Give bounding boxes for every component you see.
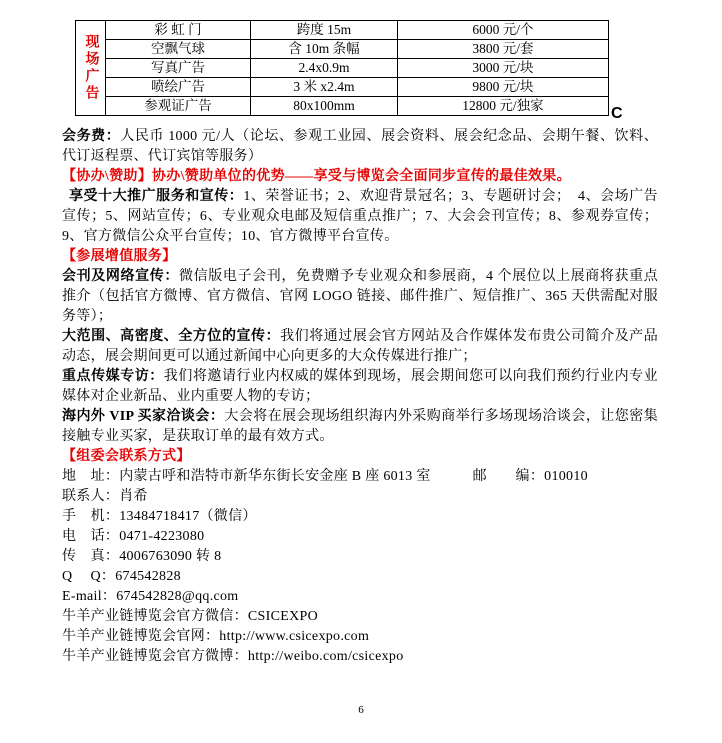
ad-spec-cell: 跨度 15m <box>251 21 398 40</box>
ad-item-cell: 参观证广告 <box>106 97 251 116</box>
sponsor-benefits-lead: 享受十大推广服务和宣传： <box>69 189 244 204</box>
contact-address: 地 址：内蒙古呼和浩特市新华东街长安金座 B 座 6013 室 <box>62 469 431 484</box>
contact-wechat-line: 牛羊产业链博览会官方微信：CSICEXPO <box>62 609 318 624</box>
ad-item-cell: 彩 虹 门 <box>106 21 251 40</box>
value-service-text: 我们将通过展会官方网站及合作媒体发布贵公司简介及产品动态，展会期间更可以通过新闻中心向更多的大众传媒进行推广； <box>62 329 658 364</box>
ad-item-cell: 写真广告 <box>106 59 251 78</box>
ad-price-cell: 9800 元/块 <box>398 78 609 97</box>
value-service-item <box>62 367 658 407</box>
contact-section-heading: 【组委会联系方式】 <box>62 449 191 464</box>
sponsor-section-heading: 【协办\赞助】协办\赞助单位的优势——享受与博览会全面同步宣传的最佳效果。 <box>62 169 571 184</box>
ad-spec-cell: 3 米 x2.4m <box>251 78 398 97</box>
sponsor-benefits-paragraph <box>62 187 658 247</box>
contact-website-line: 牛羊产业链博览会官网：http://www.csicexpo.com <box>62 629 370 644</box>
table-side-header-label: 现场广告 <box>83 34 99 102</box>
value-service-text: 微信版电子会刊，免费赠予专业观众和参展商，4 个展位以上展商将获重点推介（包括官方微博、官方微信、官网 LOGO 链接、邮件推广、短信推广、365 天供需配对服务等）； <box>62 269 658 324</box>
table-row <box>76 21 609 40</box>
onsite-ad-price-table <box>75 20 609 116</box>
ad-price-cell: 3000 元/块 <box>398 59 609 78</box>
ad-item-cell: 空飘气球 <box>106 40 251 59</box>
contact-email-line: E-mail：674542828@qq.com <box>62 589 239 604</box>
value-service-lead: 大范围、高密度、全方位的宣传： <box>62 329 281 344</box>
ad-price-cell: 3800 元/套 <box>398 40 609 59</box>
table-row <box>76 97 609 116</box>
document-body <box>62 127 658 667</box>
value-service-text: 我们将邀请行业内权威的媒体到现场，展会期间您可以向我们预约行业内专业媒体对企业新品、业内重要人物的专访； <box>62 369 658 404</box>
value-service-lead: 会刊及网络宣传： <box>62 269 179 284</box>
table-row <box>76 78 609 97</box>
value-service-lead: 重点传媒专访： <box>62 369 164 384</box>
contact-postal-code: 邮 编：010010 <box>472 469 588 484</box>
conference-fee-paragraph <box>62 127 658 167</box>
value-service-item <box>62 407 658 447</box>
ad-spec-cell: 2.4x0.9m <box>251 59 398 78</box>
contact-mobile-line: 手 机：13484718417（微信） <box>62 509 257 524</box>
sponsor-benefits-text: 1、荣誉证书；2、欢迎背景冠名；3、专题研讨会； 4、会场广告宣传；5、网站宣传；6、专业观众电邮及短信重点推广；7、大会会刊宣传；8、参观券宣传；9、官方微信公众平台宣传；10、官方微博平台宣传。 <box>62 189 658 244</box>
stray-letter-c: C <box>611 105 623 122</box>
ad-spec-cell: 含 10m 条幅 <box>251 40 398 59</box>
table-side-header-cell <box>76 21 106 116</box>
ad-price-cell: 12800 元/独家 <box>398 97 609 116</box>
contact-weibo-line: 牛羊产业链博览会官方微博：http://weibo.com/csicexpo <box>62 649 404 664</box>
value-services-heading: 【参展增值服务】 <box>62 249 177 264</box>
table-row <box>76 40 609 59</box>
page-number: 6 <box>358 704 364 716</box>
ad-price-cell: 6000 元/个 <box>398 21 609 40</box>
contact-phone-line: 电 话：0471-4223080 <box>62 529 205 544</box>
contact-qq-line: Q Q：674542828 <box>62 569 181 584</box>
value-service-text: 大会将在展会现场组织海内外采购商举行多场现场洽谈会，让您密集接触专业买家，是获取订单的最有效方式。 <box>62 409 658 444</box>
value-service-item <box>62 327 658 367</box>
value-service-item <box>62 267 658 327</box>
contact-person-line: 联系人：肖希 <box>62 489 148 504</box>
conference-fee-label: 会务费： <box>62 129 121 144</box>
ad-item-cell: 喷绘广告 <box>106 78 251 97</box>
table-row <box>76 59 609 78</box>
conference-fee-text: 人民币 1000 元/人（论坛、参观工业园、展会资料、展会纪念品、会期午餐、饮料、代订返程票、代订宾馆等服务） <box>62 129 659 164</box>
value-service-lead: 海内外 VIP 买家洽谈会： <box>62 409 225 424</box>
ad-spec-cell: 80x100mm <box>251 97 398 116</box>
contact-fax-line: 传 真：4006763090 转 8 <box>62 549 222 564</box>
contact-address-line <box>62 467 658 487</box>
